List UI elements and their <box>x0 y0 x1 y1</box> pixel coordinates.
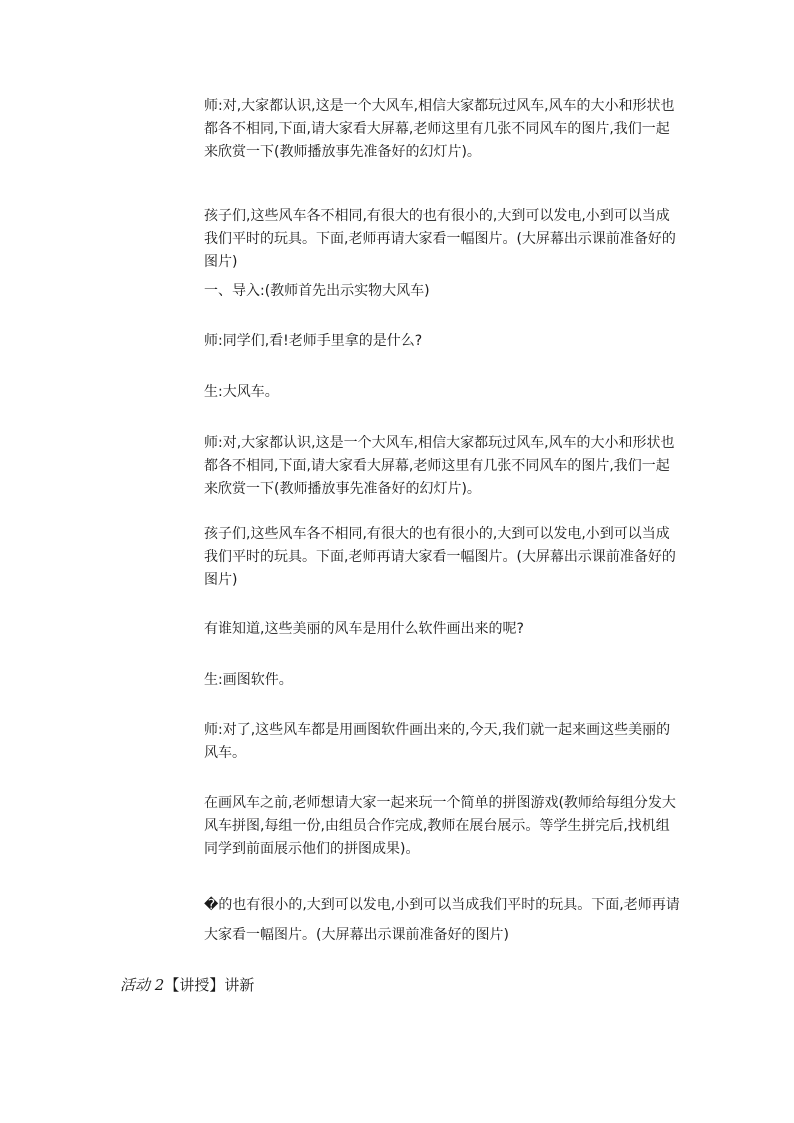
paragraph-fragment: �的也有很小的,大到可以发电,小到可以当成我们平时的玩具。下面,老师再请 大家看一幅图片。(大屏幕出示课前准备好的图片) <box>204 897 680 943</box>
paragraph-software-question: 有谁知道,这些美丽的风车是用什么软件画出来的呢? <box>204 621 524 637</box>
paragraph-teacher-intro-repeat: 师:对,大家都认识,这是一个大风车,相信大家都玩过风车,风车的大小和形状也 都各不相同,下面,请大家看大屏幕,老师这里有几张不同风车的图片,我们一起 来欣赏一下(教师播放事先准备好的幻灯片)。 <box>204 435 675 497</box>
activity-tag: 【讲授】讲新 <box>164 976 255 994</box>
paragraph-teacher-question: 师:同学们,看!老师手里拿的是什么? <box>204 333 423 349</box>
activity-heading <box>120 974 254 996</box>
paragraph-children-windmills-repeat: 孩子们,这些风车各不相同,有很大的也有很小的,大到可以发电,小到可以当成 我们平时的玩具。下面,老师再请大家看一幅图片。(大屏幕出示课前准备好的 图片) <box>204 526 676 588</box>
paragraph-teacher-intro: 师:对,大家都认识,这是一个大风车,相信大家都玩过风车,风车的大小和形状也 都各不相同,下面,请大家看大屏幕,老师这里有几张不同风车的图片,我们一起 来欣赏一下(教师播放事先准备好的幻灯片)。 <box>204 98 675 160</box>
paragraph-section-intro: 一、导入:(教师首先出示实物大风车) <box>204 283 430 299</box>
paragraph-student-software: 生:画图软件。 <box>204 672 293 688</box>
paragraph-children-windmills: 孩子们,这些风车各不相同,有很大的也有很小的,大到可以发电,小到可以当成 我们平时的玩具。下面,老师再请大家看一幅图片。(大屏幕出示课前准备好的 图片) <box>204 208 676 270</box>
paragraph-student-answer: 生:大风车。 <box>204 384 279 400</box>
paragraph-teacher-confirm: 师:对了,这些风车都是用画图软件画出来的,今天,我们就一起来画这些美丽的 风车。 <box>204 722 671 761</box>
paragraph-puzzle-game: 在画风车之前,老师想请大家一起来玩一个简单的拼图游戏(教师给每组分发大 风车拼图,每组一份,由组员合作完成,教师在展台展示。等学生拼完后,找机组 同学到前面展示他们的拼图成果)。 <box>204 795 676 857</box>
activity-label: 活动 2 <box>120 976 165 994</box>
